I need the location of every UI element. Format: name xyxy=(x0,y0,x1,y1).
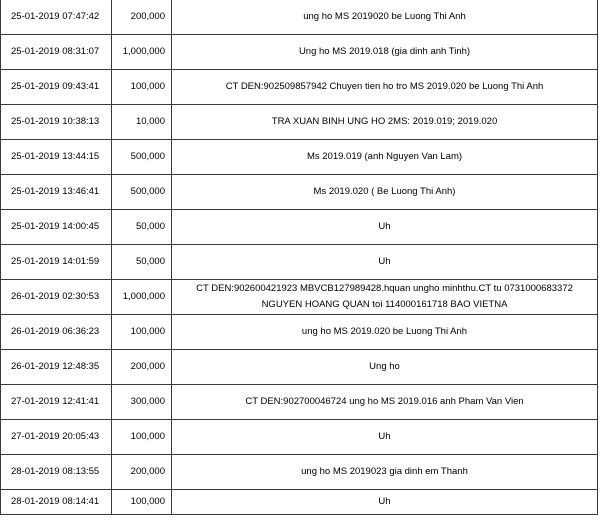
table-row xyxy=(1,0,598,35)
transaction-date-cell: 26-01-2019 12:48:35 xyxy=(1,350,112,385)
transaction-description-cell: CT DEN:902700046724 ung ho MS 2019.016 anh Pham Van Vien xyxy=(172,385,598,420)
table-row xyxy=(1,350,598,385)
transaction-description-cell: TRA XUAN BINH UNG HO 2MS: 2019.019; 2019.020 xyxy=(172,105,598,140)
transaction-date-cell: 25-01-2019 10:38:13 xyxy=(1,105,112,140)
table-row xyxy=(1,210,598,245)
table-row xyxy=(1,490,598,515)
transaction-amount-cell: 1,000,000 xyxy=(112,35,172,70)
transaction-description-cell: ung ho MS 2019023 gia dinh em Thanh xyxy=(172,455,598,490)
ledger-body xyxy=(1,0,598,515)
transaction-description-cell: Uh xyxy=(172,210,598,245)
transaction-date-cell: 27-01-2019 20:05:43 xyxy=(1,420,112,455)
transaction-amount-cell: 200,000 xyxy=(112,455,172,490)
transaction-amount-cell: 100,000 xyxy=(112,490,172,515)
transaction-amount-cell: 10,000 xyxy=(112,105,172,140)
transaction-description-cell: Uh xyxy=(172,420,598,455)
transaction-amount-cell: 1,000,000 xyxy=(112,280,172,315)
table-row xyxy=(1,455,598,490)
transaction-description-cell: Ms 2019.020 ( Be Luong Thi Anh) xyxy=(172,175,598,210)
transaction-date-cell: 25-01-2019 13:44:15 xyxy=(1,140,112,175)
transaction-amount-cell: 500,000 xyxy=(112,140,172,175)
transaction-date-cell: 26-01-2019 02:30:53 xyxy=(1,280,112,315)
transaction-date-cell: 28-01-2019 08:14:41 xyxy=(1,490,112,515)
transaction-description-cell: Ms 2019.019 (anh Nguyen Van Lam) xyxy=(172,140,598,175)
transaction-date-cell: 25-01-2019 09:43:41 xyxy=(1,70,112,105)
transaction-date-cell: 28-01-2019 08:13:55 xyxy=(1,455,112,490)
transaction-amount-cell: 300,000 xyxy=(112,385,172,420)
table-row xyxy=(1,35,598,70)
transaction-date-cell: 27-01-2019 12:41:41 xyxy=(1,385,112,420)
transaction-description-cell: Ung ho xyxy=(172,350,598,385)
transaction-amount-cell: 50,000 xyxy=(112,210,172,245)
transaction-description-cell: CT DEN:902600421923 MBVCB127989428.hquan ungho minhthu.CT tu 0731000683372 NGUYEN HOANG QUAN toi 114000161718 BAO VIETNA xyxy=(172,280,598,315)
transaction-description-cell: Ung ho MS 2019.018 (gia dinh anh Tinh) xyxy=(172,35,598,70)
transaction-date-cell: 25-01-2019 14:00:45 xyxy=(1,210,112,245)
transaction-description-cell: Uh xyxy=(172,245,598,280)
table-row xyxy=(1,105,598,140)
transaction-date-cell: 25-01-2019 14:01:59 xyxy=(1,245,112,280)
table-row xyxy=(1,420,598,455)
table-row xyxy=(1,70,598,105)
table-row xyxy=(1,175,598,210)
transaction-amount-cell: 200,000 xyxy=(112,350,172,385)
transaction-amount-cell: 200,000 xyxy=(112,0,172,35)
transaction-date-cell: 25-01-2019 13:46:41 xyxy=(1,175,112,210)
table-row xyxy=(1,385,598,420)
table-row xyxy=(1,140,598,175)
table-row xyxy=(1,280,598,315)
table-row xyxy=(1,315,598,350)
transaction-amount-cell: 500,000 xyxy=(112,175,172,210)
transaction-date-cell: 25-01-2019 08:31:07 xyxy=(1,35,112,70)
transaction-amount-cell: 50,000 xyxy=(112,245,172,280)
transaction-date-cell: 25-01-2019 07:47:42 xyxy=(1,0,112,35)
transaction-description-cell: Uh xyxy=(172,490,598,515)
transaction-amount-cell: 100,000 xyxy=(112,315,172,350)
table-row xyxy=(1,245,598,280)
transaction-description-cell: ung ho MS 2019020 be Luong Thi Anh xyxy=(172,0,598,35)
transaction-amount-cell: 100,000 xyxy=(112,420,172,455)
transaction-amount-cell: 100,000 xyxy=(112,70,172,105)
transaction-description-cell: CT DEN:902509857942 Chuyen tien ho tro MS 2019.020 be Luong Thi Anh xyxy=(172,70,598,105)
transaction-date-cell: 26-01-2019 06:36:23 xyxy=(1,315,112,350)
transaction-description-cell: ung ho MS 2019.020 be Luong Thi Anh xyxy=(172,315,598,350)
